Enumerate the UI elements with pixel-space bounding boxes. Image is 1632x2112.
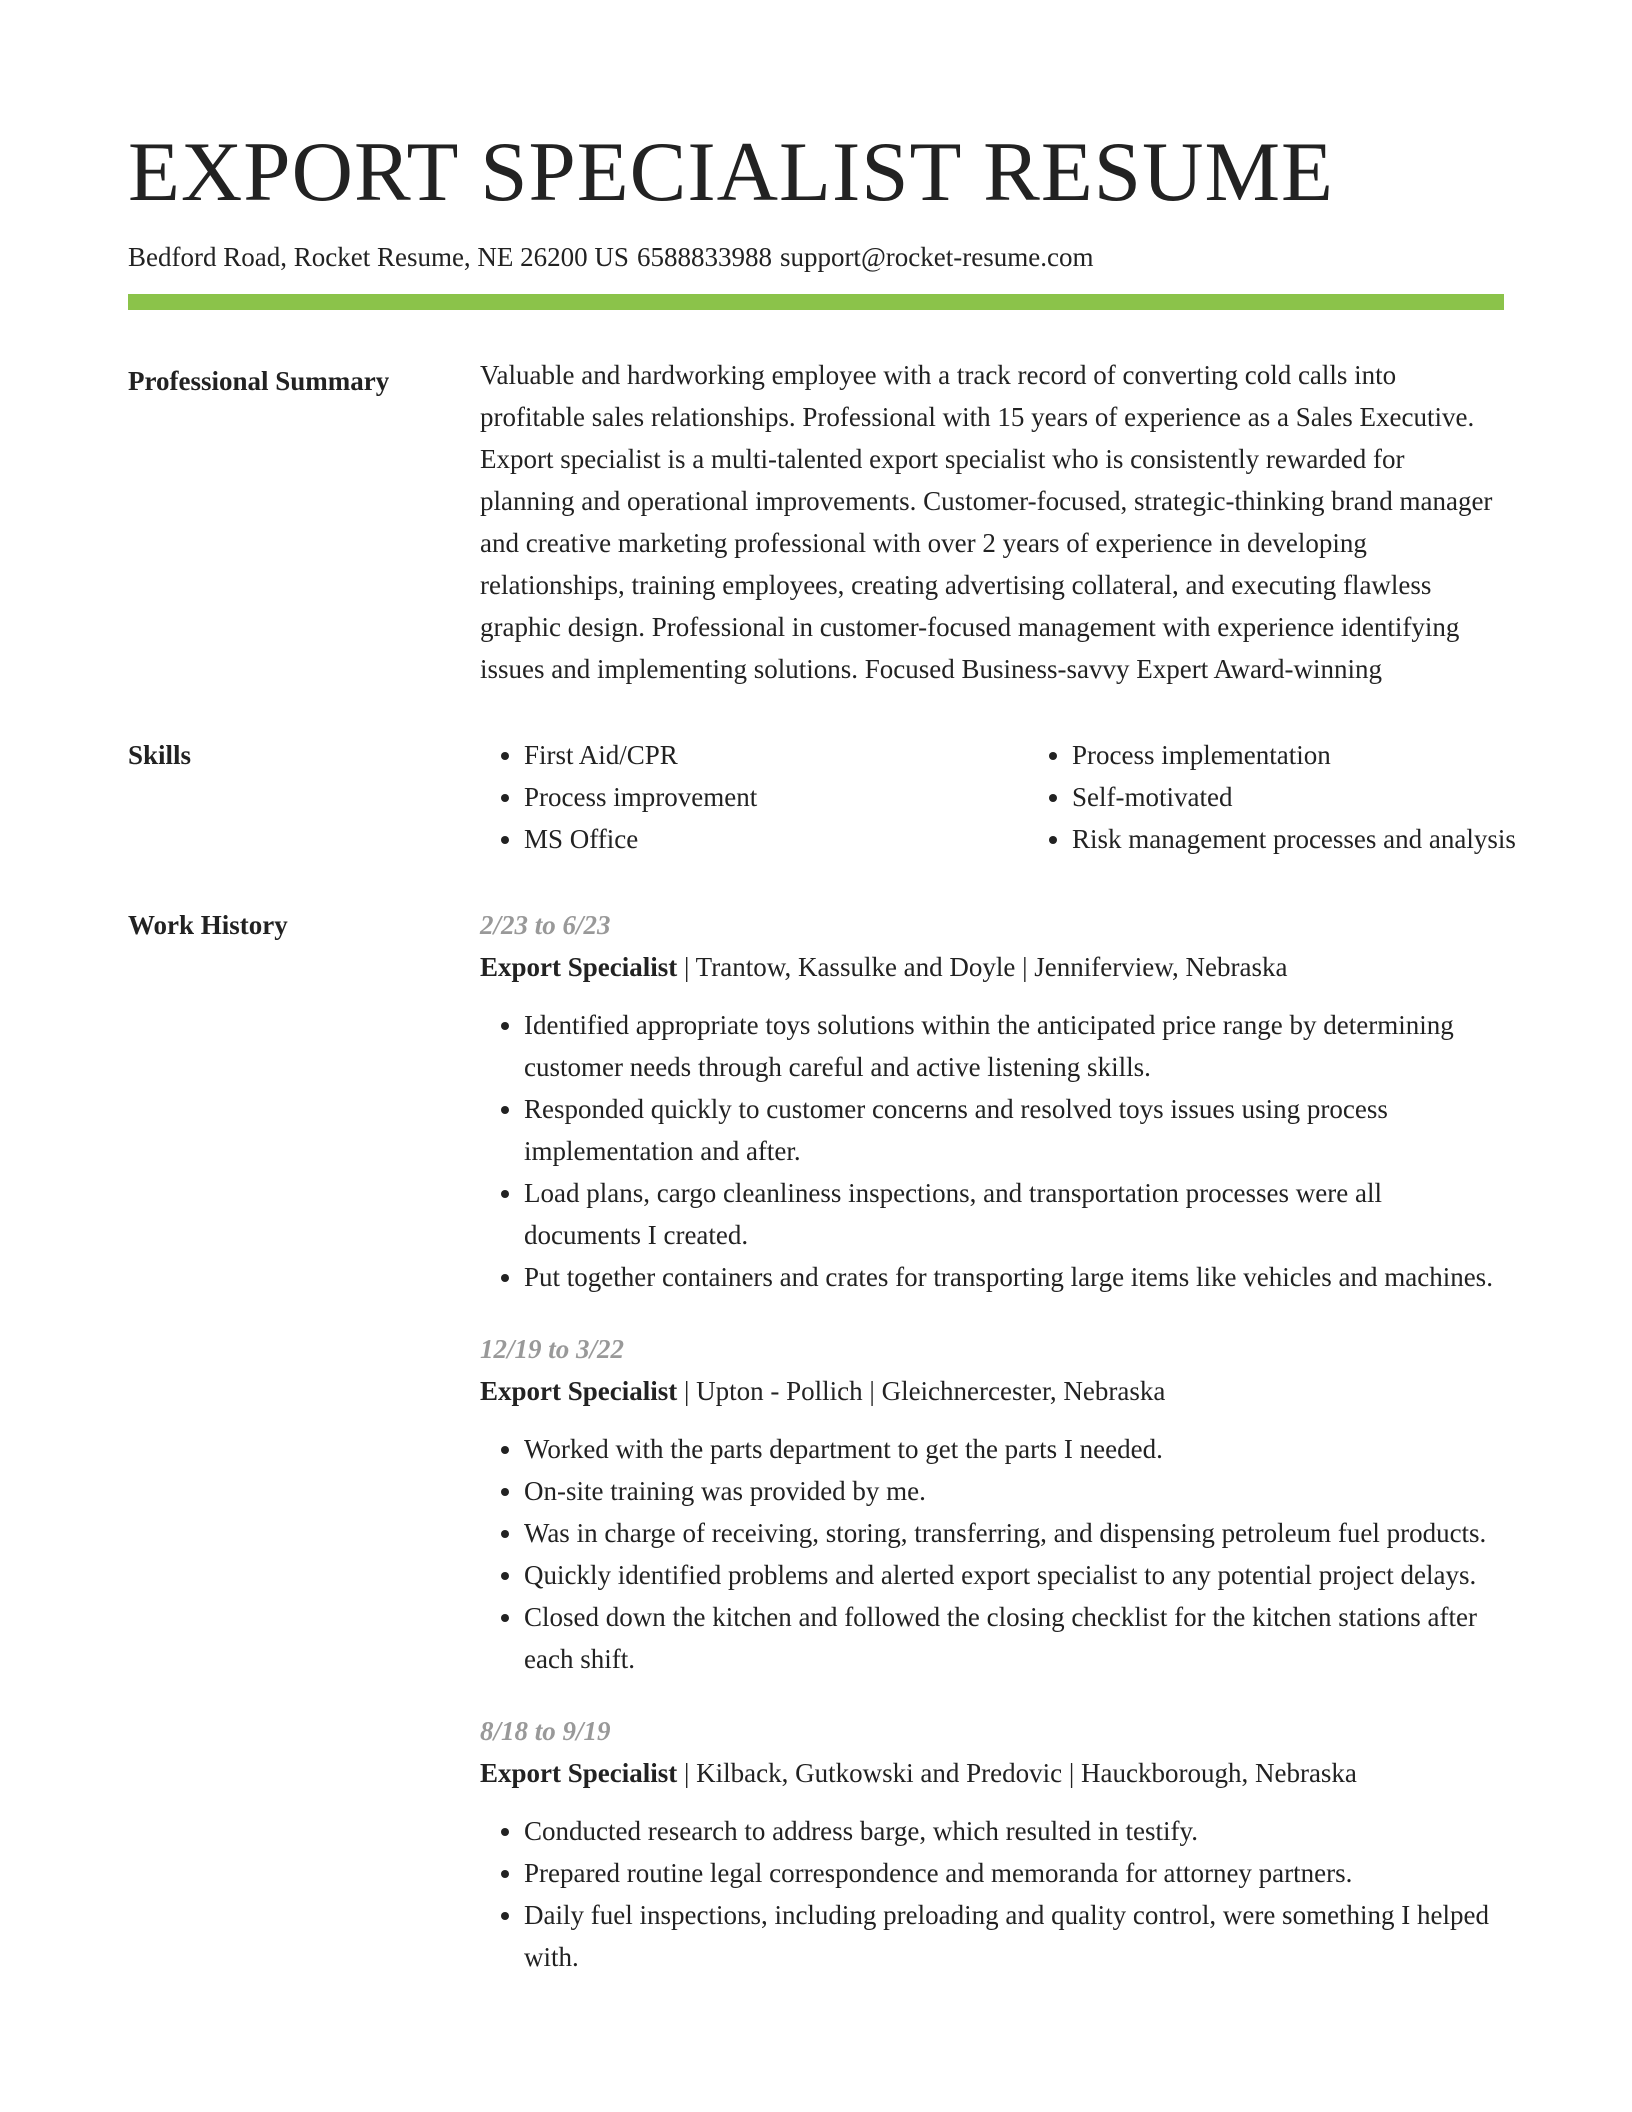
job-entry bbox=[480, 1710, 1504, 1978]
contact-address: Bedford Road, Rocket Resume, NE 26200 US bbox=[128, 242, 629, 272]
job-date: 2/23 to 6/23 bbox=[480, 910, 611, 940]
job-title: Export Specialist bbox=[480, 1758, 678, 1788]
skill-item: • First Aid/CPR bbox=[524, 734, 1028, 776]
resume-page bbox=[128, 0, 1516, 1978]
contact-line bbox=[128, 240, 1504, 274]
job-details: | Upton - Pollich | Gleichnercester, Nebraska bbox=[677, 1376, 1166, 1406]
job-bullet: • Was in charge of receiving, storing, transferring, and dispensing petroleum fuel products. bbox=[524, 1512, 1504, 1554]
skill-item: • Risk management processes and analysis bbox=[1072, 818, 1576, 860]
skills-section bbox=[128, 734, 1516, 860]
work-history-section bbox=[128, 904, 1504, 1978]
skills-list-left bbox=[480, 734, 1028, 860]
skills-list-right bbox=[1028, 734, 1576, 860]
job-bullet: • Closed down the kitchen and followed the closing checklist for the kitchen stations after each shift. bbox=[524, 1596, 1504, 1680]
job-bullet: • Identified appropriate toys solutions within the anticipated price range by determining customer needs through careful and active listening skills. bbox=[524, 1004, 1504, 1088]
job-entry bbox=[480, 1328, 1504, 1680]
job-details: | Trantow, Kassulke and Doyle | Jenniferview, Nebraska bbox=[677, 952, 1288, 982]
skill-item: • Self-motivated bbox=[1072, 776, 1576, 818]
job-bullets bbox=[480, 1428, 1504, 1680]
job-details: | Kilback, Gutkowski and Predovic | Hauckborough, Nebraska bbox=[677, 1758, 1357, 1788]
job-bullets bbox=[480, 1004, 1504, 1298]
job-heading bbox=[480, 1370, 1504, 1412]
skill-item: • Process implementation bbox=[1072, 734, 1576, 776]
skills-label: Skills bbox=[128, 740, 192, 770]
job-title: Export Specialist bbox=[480, 952, 678, 982]
job-heading bbox=[480, 1752, 1504, 1794]
contact-email: support@rocket-resume.com bbox=[779, 242, 1094, 272]
skill-item: • MS Office bbox=[524, 818, 1028, 860]
job-bullets bbox=[480, 1810, 1504, 1978]
skill-item: • Process improvement bbox=[524, 776, 1028, 818]
job-bullet: • Conducted research to address barge, which resulted in testify. bbox=[524, 1810, 1504, 1852]
resume-title: EXPORT SPECIALIST RESUME bbox=[128, 125, 1334, 219]
job-bullet: • Daily fuel inspections, including preloading and quality control, were something I helped with. bbox=[524, 1894, 1504, 1978]
summary-text: Valuable and hardworking employee with a track record of converting cold calls into profitable sales relationships. Professional with 15 years of experience as a Sales Executive. Export specialist is a multi-talented export specialist who is consistently rewarded for planning and operational improvements. Customer-focused, strategic-thinking brand manager and creative marketing professional with over 2 years of experience in developing relationships, training employees, creating advertising collateral, and executing flawless graphic design. Professional in customer-focused management with experience identifying issues and implementing solutions. Focused Business-savvy Expert Award-winning bbox=[480, 360, 1493, 684]
job-bullet: • Quickly identified problems and alerted export specialist to any potential project delays. bbox=[524, 1554, 1504, 1596]
work-history-label: Work History bbox=[128, 910, 288, 940]
job-date: 12/19 to 3/22 bbox=[480, 1334, 625, 1364]
job-bullet: • Put together containers and crates for transporting large items like vehicles and machines. bbox=[524, 1256, 1504, 1298]
job-bullet: • Load plans, cargo cleanliness inspections, and transportation processes were all documents I created. bbox=[524, 1172, 1504, 1256]
job-bullet: • Worked with the parts department to get the parts I needed. bbox=[524, 1428, 1504, 1470]
job-entry bbox=[480, 904, 1504, 1298]
job-bullet: • On-site training was provided by me. bbox=[524, 1470, 1504, 1512]
summary-label: Professional Summary bbox=[128, 366, 390, 396]
job-heading bbox=[480, 946, 1504, 988]
job-date: 8/18 to 9/19 bbox=[480, 1716, 611, 1746]
job-bullet: • Prepared routine legal correspondence and memoranda for attorney partners. bbox=[524, 1852, 1504, 1894]
header-divider bbox=[128, 294, 1504, 310]
contact-phone: 6588833988 bbox=[636, 242, 772, 272]
summary-section bbox=[128, 360, 1504, 690]
job-title: Export Specialist bbox=[480, 1376, 678, 1406]
job-bullet: • Responded quickly to customer concerns and resolved toys issues using process implementation and after. bbox=[524, 1088, 1504, 1172]
